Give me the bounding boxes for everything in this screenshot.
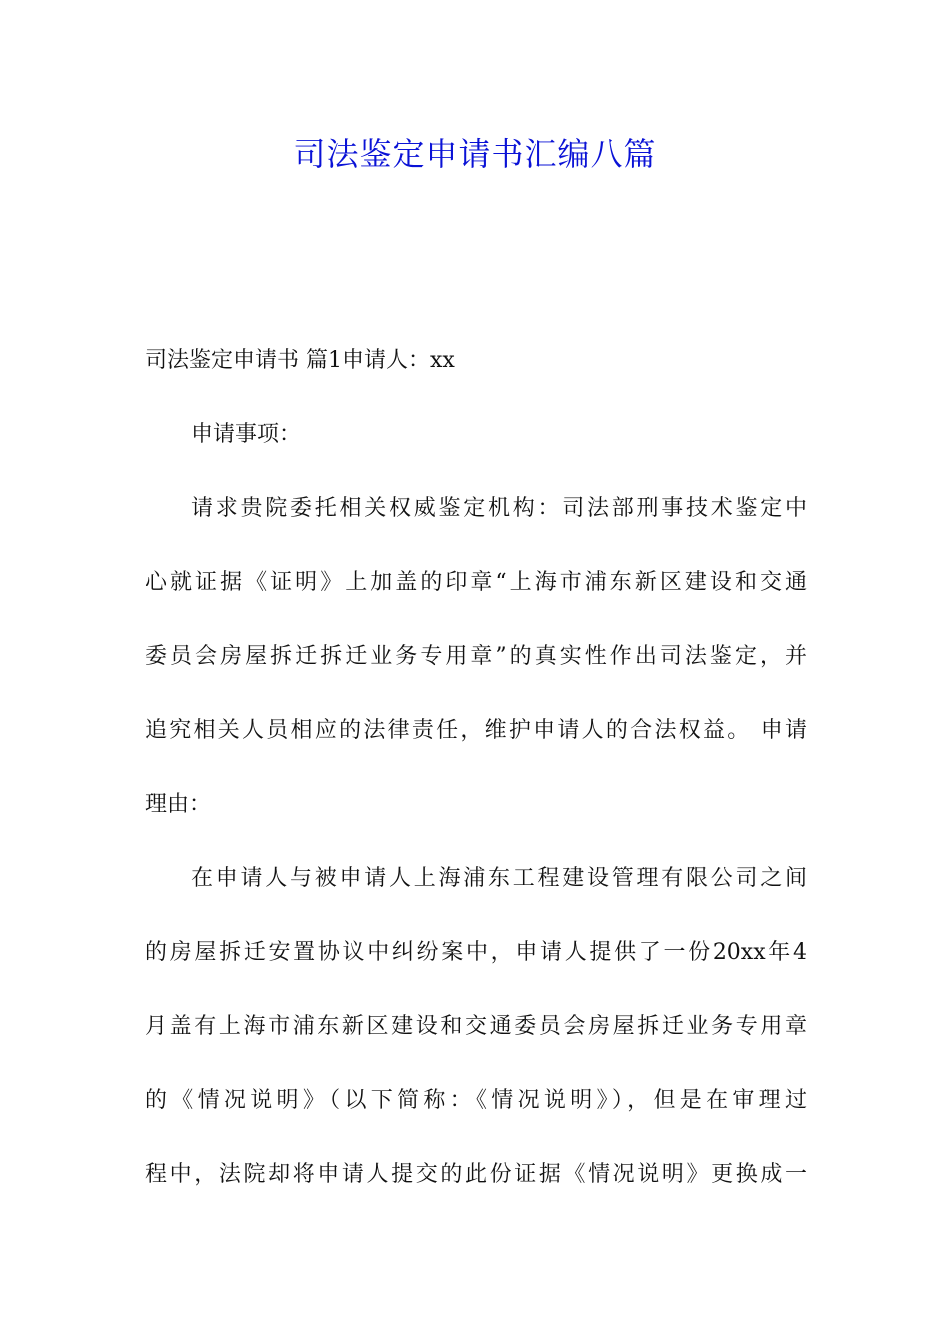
paragraph-line: 程中，法院却将申请人提交的此份证据《情况说明》更换成一	[145, 1162, 807, 1187]
paragraph-line: 在申请人与被申请人上海浦东工程建设管理有限公司之间	[191, 866, 807, 891]
paragraph-line: 请求贵院委托相关权威鉴定机构：司法部刑事技术鉴定中	[191, 496, 807, 521]
document-body	[145, 337, 807, 1199]
paragraph-line: 追究相关人员相应的法律责任，维护申请人的合法权益。 申请	[145, 718, 807, 743]
paragraph-line: 的房屋拆迁安置协议中纠纷案中，申请人提供了一份20xx年4	[145, 940, 807, 965]
document-title: 司法鉴定申请书汇编八篇	[293, 135, 657, 173]
paragraph-line: 心就证据《证明》上加盖的印章“上海市浦东新区建设和交通	[145, 570, 807, 595]
paragraph-line: 委员会房屋拆迁拆迁业务专用章”的真实性作出司法鉴定，并	[145, 644, 807, 669]
paragraph-line: 理由：	[145, 792, 212, 817]
paragraph-line: 申请事项：	[191, 422, 302, 447]
paragraph-line: 司法鉴定申请书 篇1申请人：xx	[145, 348, 455, 373]
paragraph-line: 的《情况说明》（以下简称：《情况说明》），但是在审理过	[145, 1088, 807, 1113]
paragraph-line: 月盖有上海市浦东新区建设和交通委员会房屋拆迁业务专用章	[145, 1014, 807, 1039]
